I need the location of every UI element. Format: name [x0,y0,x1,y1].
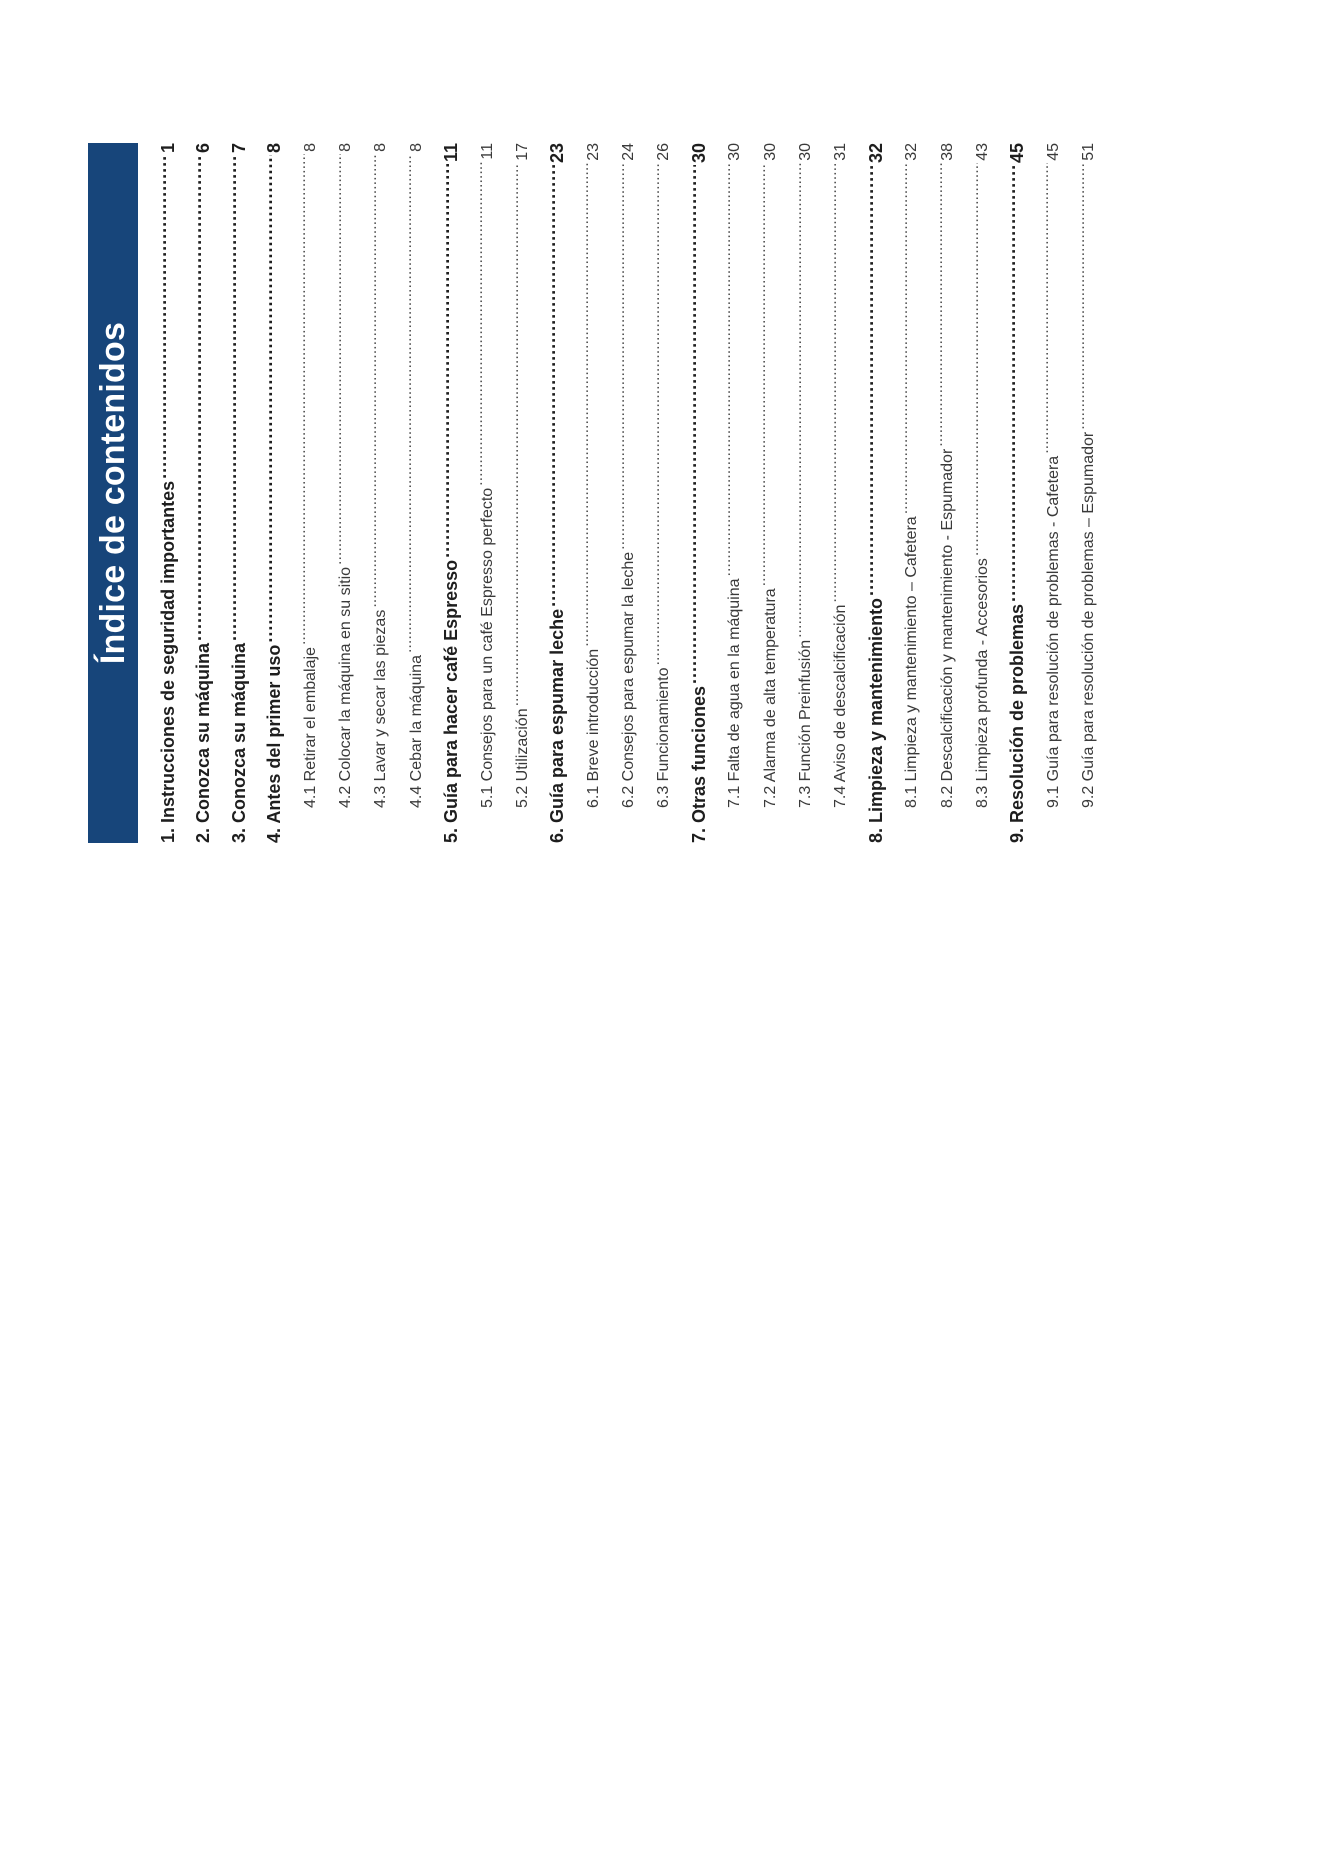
toc-dot-leader [864,165,882,596]
toc-dot-leader [262,155,280,643]
toc-page-number: 30 [797,143,815,161]
toc-section-entry[interactable] [434,143,469,843]
toc-page-number: 8 [407,143,425,152]
toc-dot-leader [652,163,668,666]
toc-entry-label: 7.1 Falta de agua en la máquina [726,578,744,808]
toc-section-entry[interactable] [257,143,292,843]
toc-dot-leader [723,163,739,577]
toc-section-entry[interactable] [540,143,575,843]
rotated-page-content [88,143,1138,843]
toc-dot-leader [299,154,315,645]
toc-subsection-entry[interactable] [930,143,965,843]
toc-section-entry[interactable] [151,143,186,843]
toc-entry-label: 9.2 Guía para resolución de problemas – Espumador [1080,431,1098,808]
toc-entry-label: 8.2 Descalcificación y mantenimiento - Espumador [938,448,956,808]
toc-page-number: 7 [228,143,249,154]
toc-entry-label: 8.1 Limpieza y mantenimiento – Cafetera [903,516,921,808]
toc-section-entry[interactable] [682,143,717,843]
toc-entry-label: 7.2 Alarma de alta temperatura [761,588,779,808]
toc-subsection-entry[interactable] [717,143,752,843]
toc-entry-label: 9. Resolución de problemas [1007,603,1028,843]
toc-subsection-entry[interactable] [753,143,788,843]
toc-page-number: 43 [973,143,991,161]
toc-entry-label: 3. Conozca su máquina [228,642,249,843]
toc-subsection-entry[interactable] [470,143,505,843]
toc-entry-label: 4.4 Cebar la máquina [407,655,425,808]
toc-dot-leader [617,163,633,550]
toc-page-number: 11 [441,143,462,163]
toc-dot-leader [794,163,810,638]
toc-dot-leader [439,164,457,558]
toc-page-number: 45 [1044,143,1062,161]
page-title: Índice de contenidos [93,321,132,665]
toc-entry-label: 4.1 Retirar el embalaje [301,647,319,808]
toc-dot-leader [582,163,598,647]
toc-section-entry[interactable] [1000,143,1035,843]
toc-dot-leader [191,155,209,641]
toc-page-number: 23 [547,143,568,164]
toc-entry-label: 4.2 Colocar la máquina en su sitio [336,566,354,808]
toc-entry-label: 6. Guía para espumar leche [547,608,568,843]
toc-subsection-entry[interactable] [646,143,681,843]
toc-dot-leader [334,154,350,565]
toc-page-number: 23 [584,143,602,161]
toc-entry-label: 1. Instrucciones de seguridad importantes [158,480,178,843]
toc-dot-leader [476,162,492,486]
toc-entry-label: 7.4 Aviso de descalcificación [832,604,850,808]
toc-section-entry[interactable] [186,143,221,843]
toc-page-number: 8 [372,143,390,152]
toc-page-number: 45 [1007,143,1028,164]
toc-dot-leader [759,163,775,587]
toc-subsection-entry[interactable] [328,143,363,843]
toc-dot-leader [405,154,421,653]
toc-subsection-entry[interactable] [576,143,611,843]
toc-page-number: 51 [1080,143,1098,161]
toc-entry-label: 2. Conozca su máquina [193,642,214,843]
toc-dot-leader [369,154,385,608]
toc-page-number: 11 [478,143,496,160]
toc-page-number: 30 [688,143,709,164]
toc-dot-leader [227,155,245,641]
toc-page-number: 8 [264,143,285,154]
toc-dot-leader [511,163,527,707]
toc-dot-leader [156,155,174,479]
toc-entry-label: 8.3 Limpieza profunda - Accesorios [973,558,991,808]
toc-subsection-entry[interactable] [894,143,929,843]
toc-page-number: 32 [865,143,886,164]
toc-entry-label: 6.3 Funcionamiento [655,667,673,808]
toc-entry-label: 4.3 Lavar y secar las piezas [372,609,390,808]
toc-entry-label: 7. Otras funciones [688,685,709,843]
toc-subsection-entry[interactable] [505,143,540,843]
toc-dot-leader [936,163,952,447]
toc-dot-leader [1042,163,1058,454]
toc-dot-leader [687,165,705,684]
toc-page-number: 30 [726,143,744,161]
toc-entry-label: 9.1 Guía para resolución de problemas - Cafetera [1044,455,1062,808]
toc-dot-leader [971,163,987,556]
toc-subsection-entry[interactable] [293,143,328,843]
toc-subsection-entry[interactable] [611,143,646,843]
toc-dot-leader [545,165,563,607]
toc-dot-leader [1005,165,1023,602]
toc-page-number: 31 [832,143,850,161]
toc-entry-label: 6.2 Consejos para espumar la leche [620,551,638,808]
toc-subsection-entry[interactable] [788,143,823,843]
toc-entry-label: 8. Limpieza y mantenimiento [865,597,886,843]
toc-page-number: 1 [158,143,178,154]
toc-page-number: 32 [903,143,921,161]
toc-subsection-entry[interactable] [823,143,858,843]
toc-subsection-entry[interactable] [1071,143,1106,843]
toc-page-number: 26 [655,143,673,161]
toc-entry-label: 7.3 Función Preinfusión [797,639,815,808]
toc-section-entry[interactable] [222,143,257,843]
toc-page-number: 8 [301,143,319,152]
toc-page-number: 6 [193,143,214,154]
toc-entry-label: 5.2 Utilización [513,708,531,808]
toc-entry-label: 6.1 Breve introducción [584,648,602,808]
toc-dot-leader [900,163,916,514]
title-bar [88,143,138,843]
toc-entry-label: 5. Guía para hacer café Espresso [441,559,462,843]
toc-subsection-entry[interactable] [965,143,1000,843]
toc-dot-leader [1077,163,1093,430]
toc-page-number: 30 [761,143,779,161]
toc-page-number: 24 [620,143,638,161]
toc-subsection-entry[interactable] [1036,143,1071,843]
toc-subsection-entry[interactable] [399,143,434,843]
toc-section-entry[interactable] [859,143,894,843]
toc-page-number: 38 [938,143,956,161]
toc-page-number: 17 [513,143,531,161]
toc-subsection-entry[interactable] [363,143,398,843]
toc-dot-leader [829,163,845,603]
toc-page-number: 8 [336,143,354,152]
toc-entry-label: 5.1 Consejos para un café Espresso perfecto [478,487,496,808]
toc-entry-label: 4. Antes del primer uso [264,644,285,843]
table-of-contents [151,143,1107,843]
